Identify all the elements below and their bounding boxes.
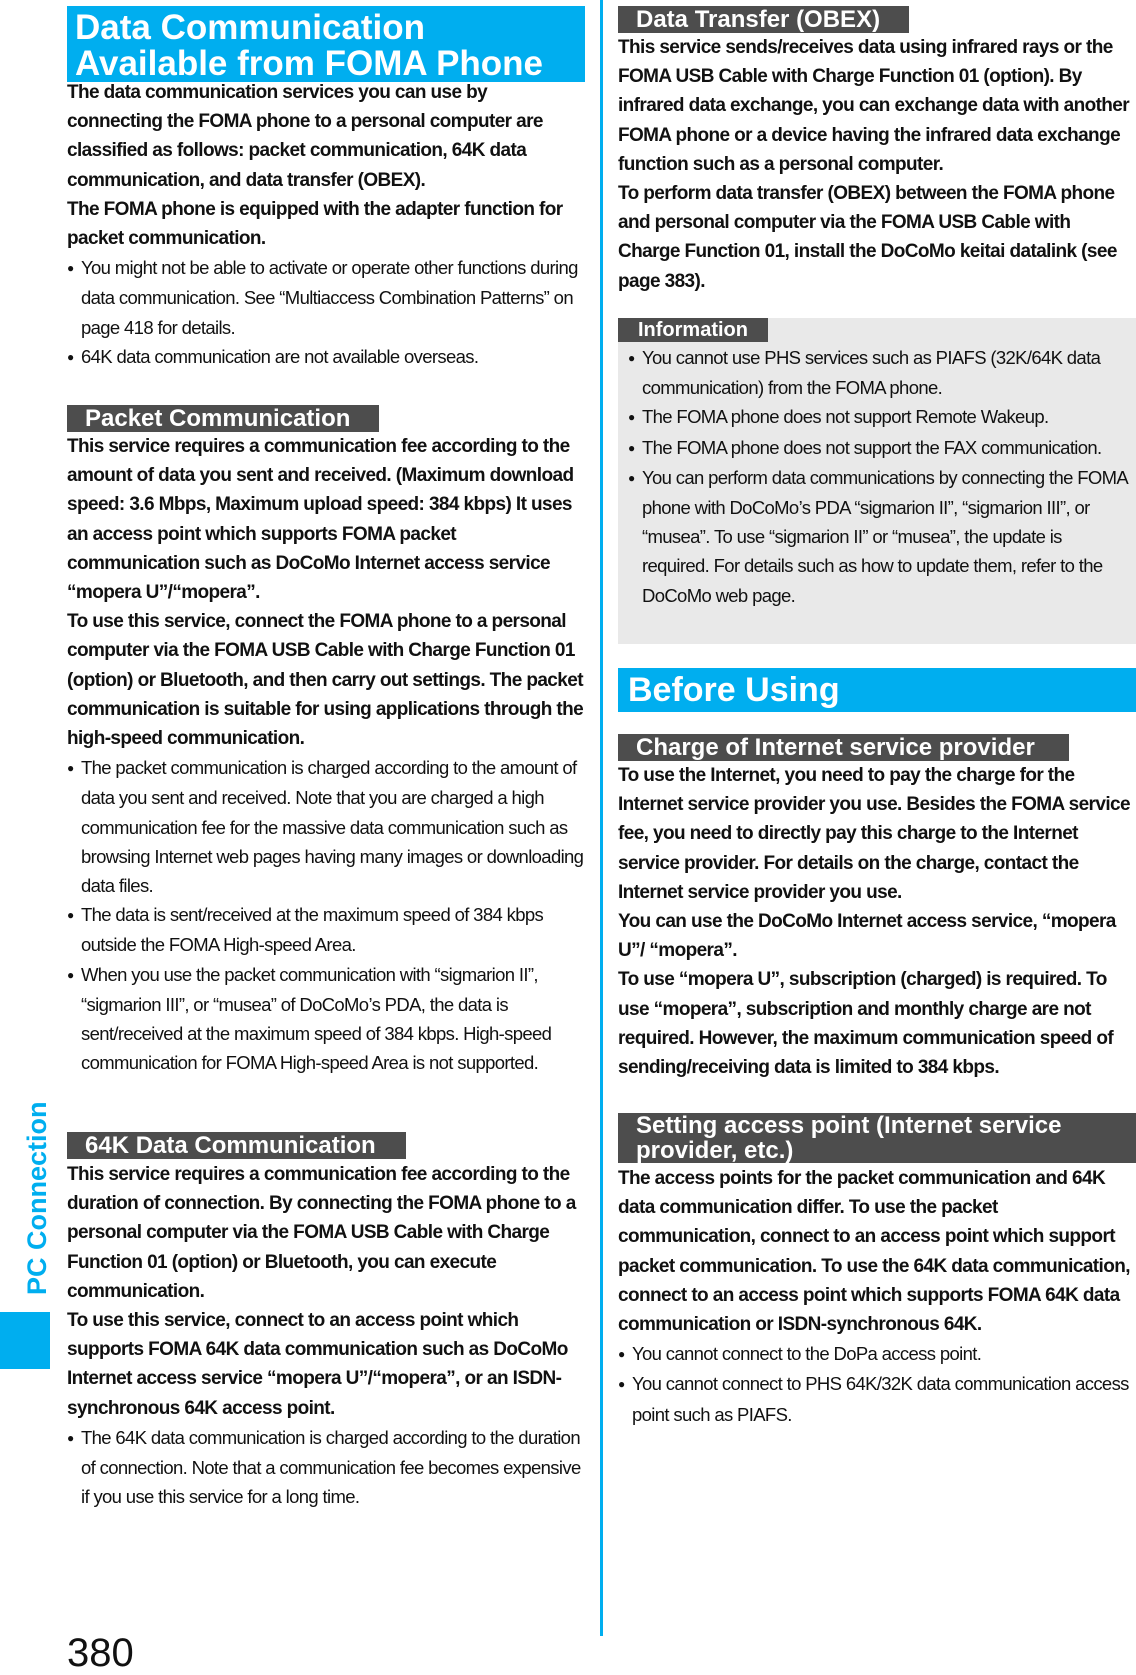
- bullet-item: ● You can perform data communications by connecting the FOMA phone with DoCoMo’s PDA “sigmarion II”, “sigmarion III”, or “musea”. To use “sigmarion II” or “musea”, the update is required. For details such as how to update them, refer to the DoCoMo web page.: [628, 463, 1128, 610]
- paragraph: To use this service, connect to an access point which supports FOMA 64K data communication such as DoCoMo Internet access service “mopera U”/“mopera”, or an ISDN-synchronous 64K access point.: [67, 1310, 568, 1419]
- section-heading-obex: Data Transfer (OBEX): [618, 6, 909, 33]
- packet-section: [67, 432, 587, 1077]
- paragraph: To use “mopera U”, subscription (charged) is required. To use “mopera”, subscription and monthly charge are not required. However, the maximum communication speed of sending/receiving data is limited to 384 kbps.: [618, 969, 1114, 1079]
- section-heading-charge: Charge of Internet service provider: [618, 734, 1069, 761]
- section-tab-marker: [0, 1312, 50, 1369]
- bullet-item: ● You might not be able to activate or operate other functions during data communication. See “Multiaccess Combination Patterns” on page 418 for details.: [67, 253, 587, 342]
- section-heading-packet: Packet Communication: [67, 405, 379, 432]
- paragraph: The FOMA phone is equipped with the adapter function for packet communication.: [67, 198, 563, 250]
- bullet-item: ● You cannot use PHS services such as PIAFS (32K/64K data communication) from the FOMA phone.: [628, 343, 1128, 402]
- bullet-item: ● The FOMA phone does not support the FAX communication.: [628, 433, 1128, 463]
- bullet-item: ● The FOMA phone does not support Remote Wakeup.: [628, 402, 1128, 432]
- section-heading-64k: 64K Data Communication: [67, 1132, 406, 1159]
- intro-section: [67, 78, 587, 372]
- paragraph: To use this service, connect the FOMA phone to a personal computer via the FOMA USB Cable with Charge Function 01 (option) or Bluetooth, and then carry out settings. The packet communication is suitable for using applications through the high-speed communication.: [67, 611, 584, 750]
- paragraph: This service requires a communication fee according to the amount of data you sent and received. (Maximum download speed: 3.6 Mbps, Maximum upload speed: 384 kbps) It uses an access point which supports FOMA packet communication such as DoCoMo Internet access service “mopera U”/“mopera”.: [67, 436, 574, 604]
- bullet-item: ● The 64K data communication is charged according to the duration of connection. Note that a communication fee becomes expensive if you use this service for a long time.: [67, 1423, 587, 1512]
- paragraph: To use the Internet, you need to pay the charge for the Internet service provider you use. Besides the FOMA service fee, you need to directly pay this charge to the Internet service provider. For details on the charge, contact the Internet service provider you use.: [618, 765, 1130, 903]
- paragraph: This service requires a communication fee according to the duration of connection. By connecting the FOMA phone to a personal computer via the FOMA USB Cable with Charge Function 01 (option) or Bluetooth, you can execute communication.: [67, 1164, 576, 1302]
- bullet-item: ● 64K data communication are not available overseas.: [67, 342, 587, 372]
- paragraph: This service sends/receives data using infrared rays or the FOMA USB Cable with Charge Function 01 (option). By infrared data exchange, you can exchange data with another FOMA phone or a device having the infrared data exchange function such as a personal computer.: [618, 37, 1130, 175]
- obex-section: [618, 33, 1134, 296]
- information-label: Information: [618, 318, 768, 342]
- main-title: Data Communication Available from FOMA Phone: [67, 6, 585, 82]
- section-heading-access: Setting access point (Internet service provider, etc.): [618, 1113, 1136, 1163]
- section-tab-text: PC Connection: [22, 1101, 52, 1295]
- access-section: [618, 1164, 1134, 1429]
- page-number: 380: [67, 1631, 134, 1675]
- section-tab-label: [22, 1101, 52, 1295]
- paragraph: You can use the DoCoMo Internet access service, “mopera U”/ “mopera”.: [618, 911, 1116, 962]
- bullet-item: ● You cannot connect to PHS 64K/32K data communication access point such as PIAFS.: [618, 1369, 1134, 1428]
- before-using-title: Before Using: [618, 668, 1136, 712]
- k64-section: [67, 1160, 587, 1511]
- paragraph: To perform data transfer (OBEX) between the FOMA phone and personal computer via the FOMA USB Cable with Charge Function 01, install the DoCoMo keitai datalink (see page 383).: [618, 183, 1117, 292]
- bullet-item: ● When you use the packet communication with “sigmarion II”, “sigmarion III”, or “musea” of DoCoMo’s PDA, the data is sent/received at the maximum speed of 384 kbps. High-speed communication for FOMA High-speed Area is not supported.: [67, 960, 587, 1078]
- charge-section: [618, 761, 1134, 1082]
- bullet-item: ● The packet communication is charged according to the amount of data you sent and received. Note that you are charged a high communication fee for the massive data communication such as browsing Internet web pages having many images or downloading data files.: [67, 753, 587, 900]
- information-list: [628, 343, 1128, 610]
- paragraph: The data communication services you can use by connecting the FOMA phone to a personal computer are classified as follows: packet communication, 64K data communication, and data transfer (OBEX).: [67, 82, 543, 191]
- column-divider: [600, 0, 603, 1636]
- bullet-item: ● The data is sent/received at the maximum speed of 384 kbps outside the FOMA High-speed Area.: [67, 900, 587, 959]
- bullet-item: ● You cannot connect to the DoPa access point.: [618, 1339, 1134, 1369]
- paragraph: The access points for the packet communication and 64K data communication differ. To use the packet communication, connect to an access point which support packet communication. To use the 64K data communication, connect to an access point which supports FOMA 64K data communication or ISDN-synchronous 64K.: [618, 1168, 1130, 1336]
